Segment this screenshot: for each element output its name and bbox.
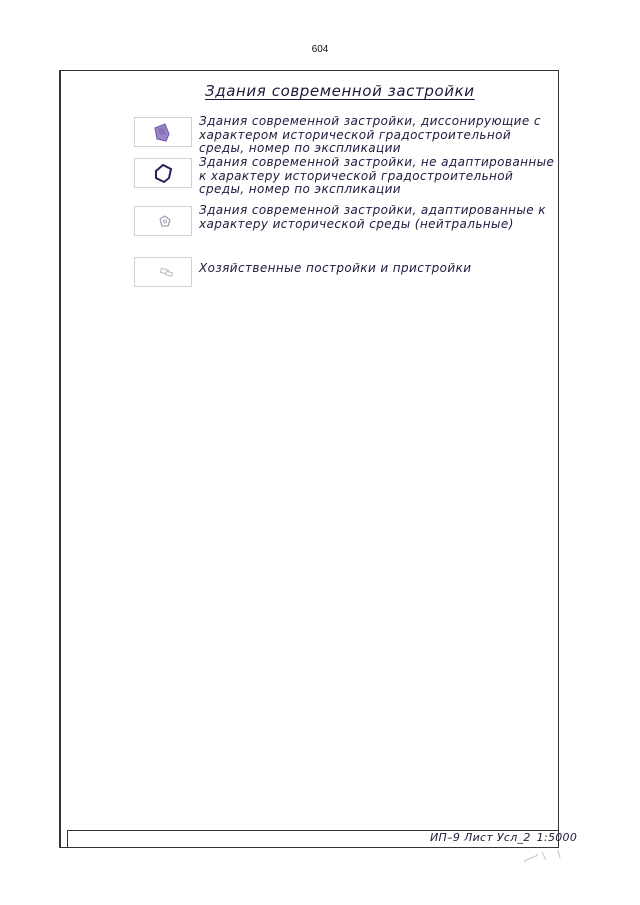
legend-swatch: [134, 257, 192, 287]
stamp-border: [67, 830, 68, 848]
building-outline-thin: [160, 216, 170, 226]
scan-artifact-mark: [508, 846, 568, 876]
title-block: [430, 831, 577, 844]
neutral-building-symbol: [135, 207, 193, 237]
legend-item-label: Здания современной застройки, адаптированные к характеру исторической среды (нейтральные): [199, 203, 546, 231]
page-number: 604: [311, 44, 329, 55]
non-adapted-building-symbol: [135, 159, 193, 189]
legend-title: Здания современной застройки: [205, 82, 475, 100]
legend-item-label: Хозяйственные постройки и пристройки: [199, 261, 472, 275]
outbuilding-symbol: [135, 258, 193, 288]
legend-swatch: [134, 117, 192, 147]
legend-item-label: Здания современной застройки, не адаптированные к характеру исторической градостроительной среды, номер по экспликации: [199, 155, 555, 196]
sheet-label: ИП–9 Лист Усл_2: [430, 831, 531, 844]
legend-swatch: [134, 158, 192, 188]
legend-swatch: [134, 206, 192, 236]
outbuilding-shape: [166, 271, 173, 276]
legend-item-label: Здания современной застройки, диссонирующие с характером исторической градостроительной среды, номер по экспликации: [199, 114, 541, 155]
building-outline: [156, 165, 171, 182]
dissonant-building-symbol: [135, 118, 193, 148]
scale-label: 1:5000: [536, 831, 578, 844]
